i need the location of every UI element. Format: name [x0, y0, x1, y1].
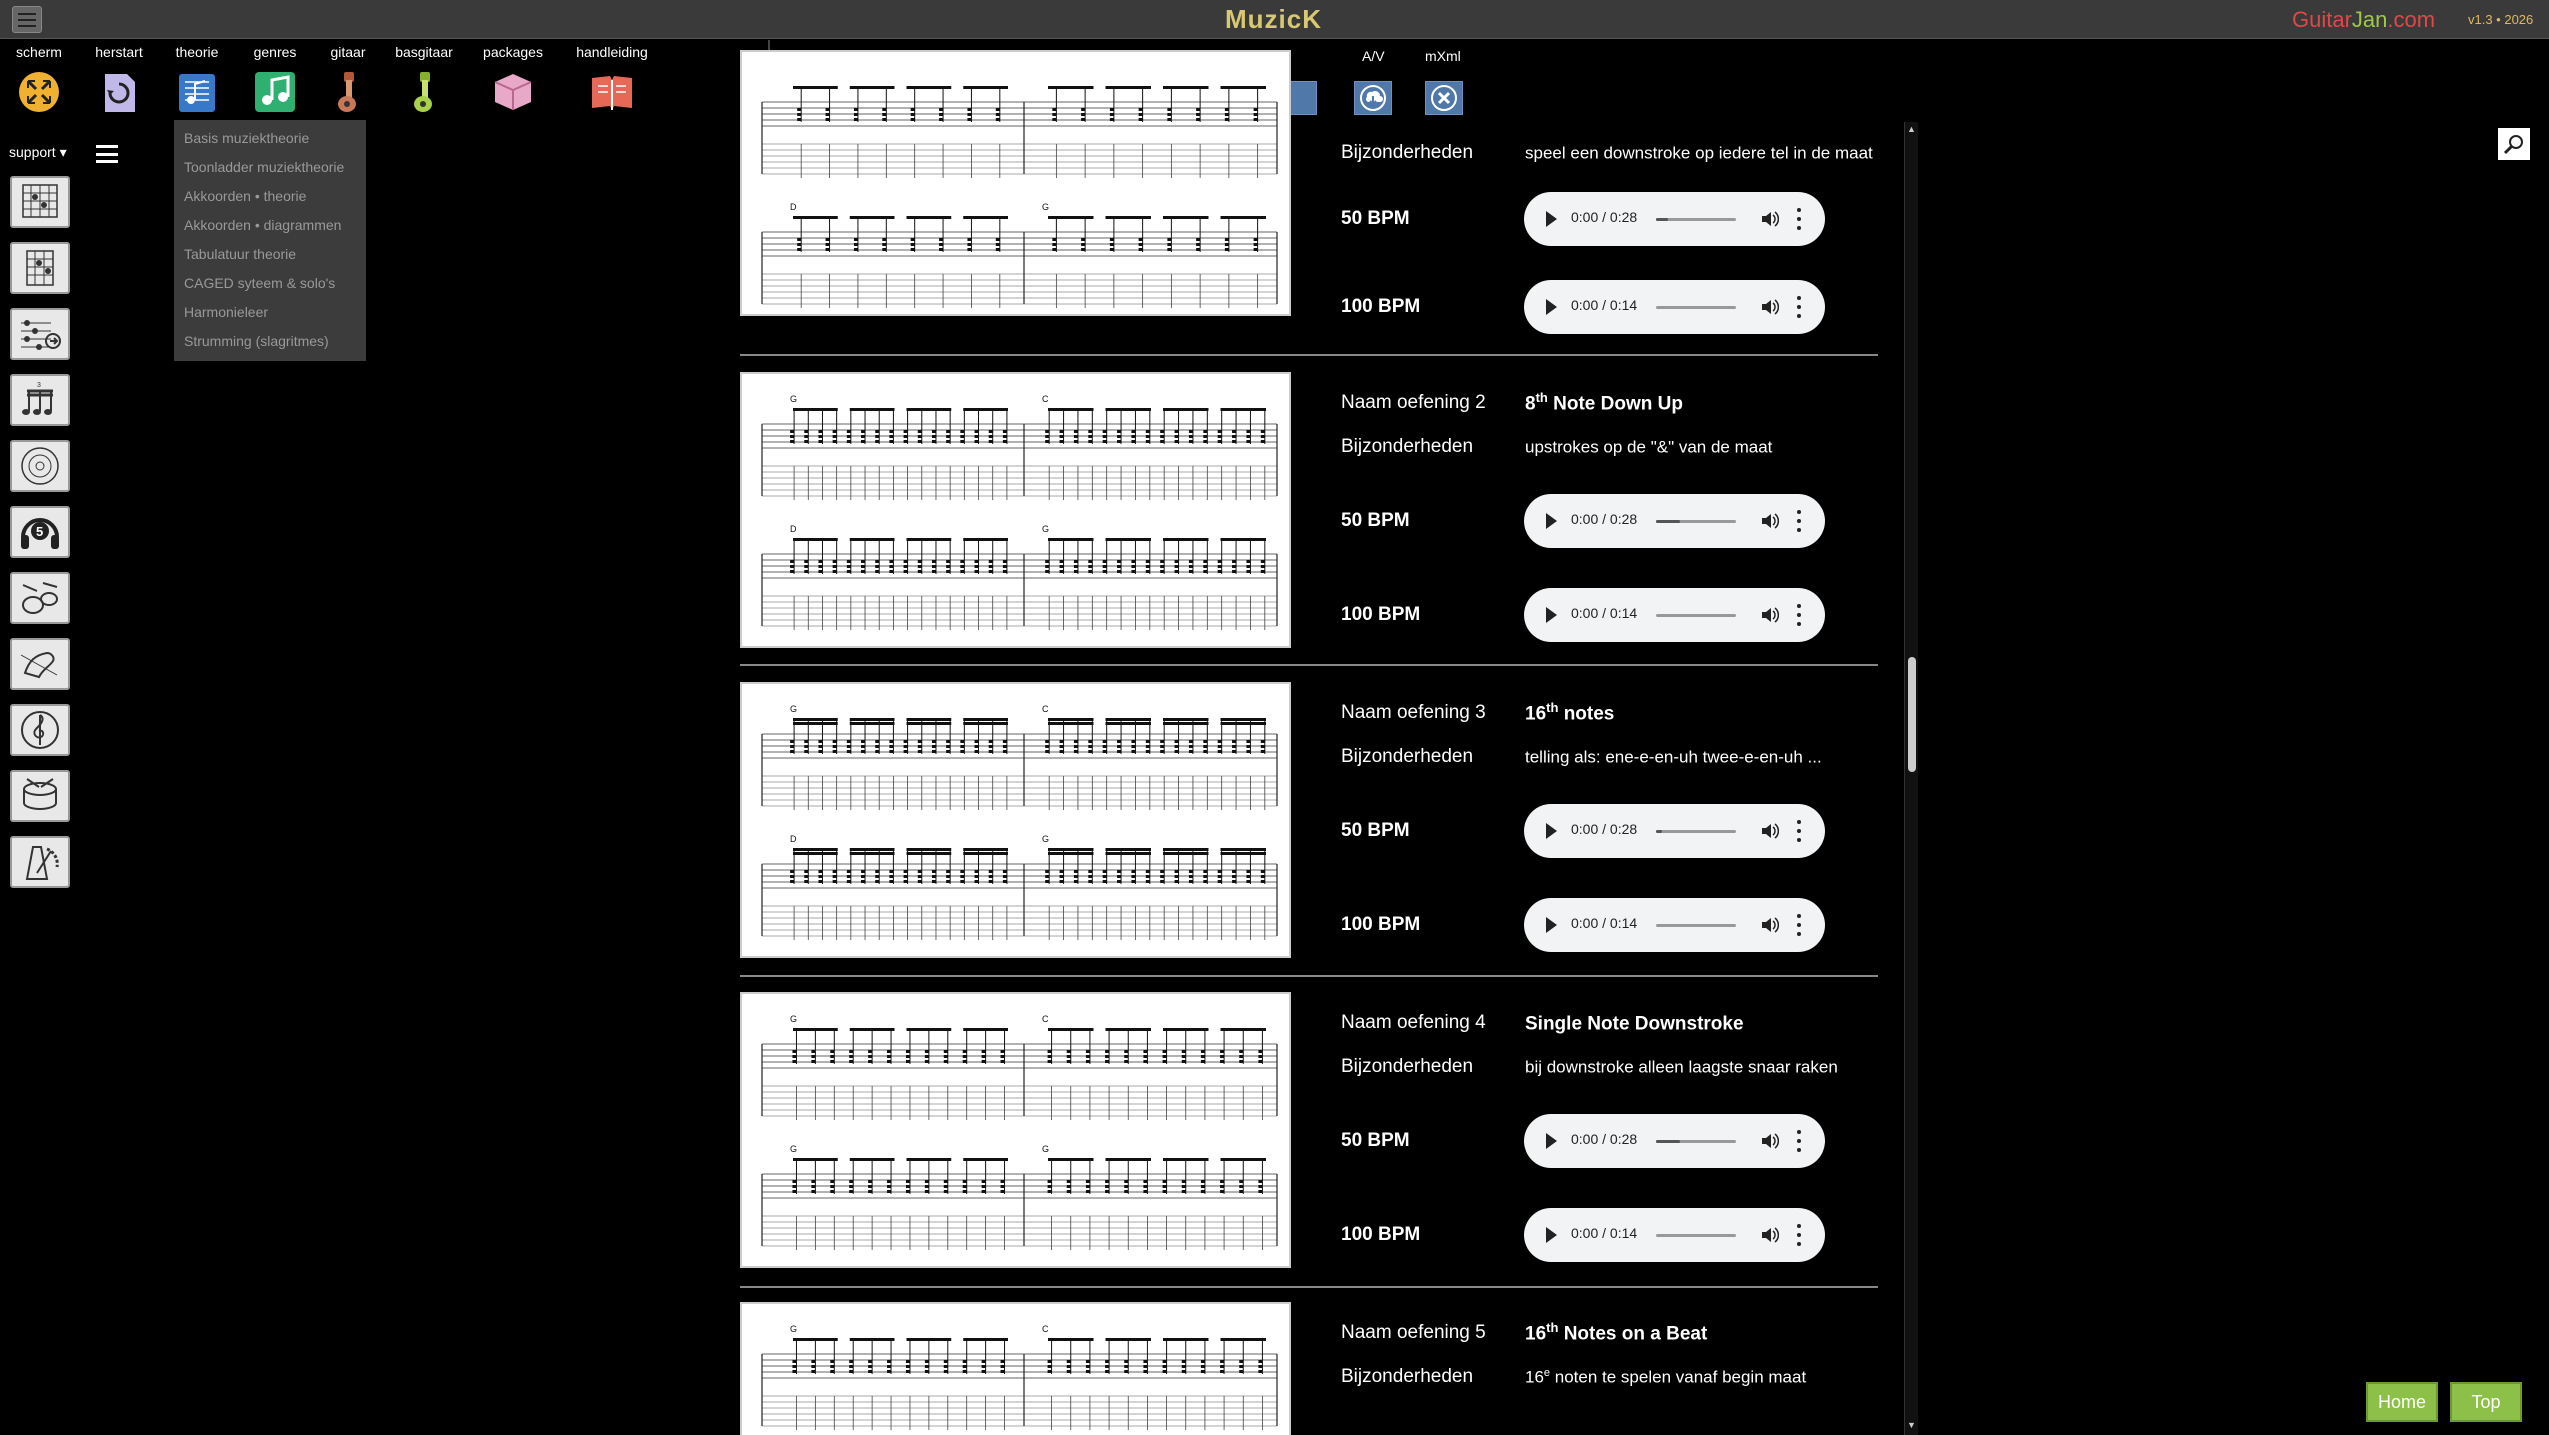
drum-kit-icon[interactable]: [10, 572, 70, 624]
exercise-number: 4: [1475, 1012, 1486, 1033]
exercise-row: [740, 1302, 1880, 1435]
chord-label: G: [790, 1144, 798, 1154]
audio-player-50-bpm[interactable]: [1524, 192, 1825, 246]
tool-theorie[interactable]: theorie: [166, 44, 228, 114]
audio-progress-slider[interactable]: [1656, 306, 1736, 309]
sheet-music-image: [740, 682, 1291, 958]
more-options-icon[interactable]: [1797, 510, 1801, 532]
staff-system: [762, 1324, 1277, 1430]
sidebar-menu-icon[interactable]: [96, 145, 118, 163]
restart-icon: [97, 70, 141, 114]
dropdown-item[interactable]: Tabulatuur theorie: [184, 246, 297, 262]
bpm-100-label: 100 BPM: [1341, 1224, 1421, 1245]
exercise-title: [1525, 390, 1683, 415]
exercise-details-rest: noten te spelen vanaf begin maat: [1550, 1367, 1807, 1387]
dropdown-item[interactable]: Harmonieleer: [184, 304, 269, 320]
exercise-details-label: Bijzonderheden: [1341, 746, 1474, 767]
exercise-title-main: 16: [1525, 1323, 1547, 1345]
chord-label: D: [790, 834, 797, 844]
guitar-icon: [326, 70, 370, 114]
exercise-title-main: 8: [1525, 393, 1536, 415]
exercise-title: [1525, 1320, 1707, 1345]
more-options-icon[interactable]: [1797, 208, 1801, 230]
cloud-download-icon: [1359, 84, 1387, 112]
svg-text:3: 3: [37, 382, 41, 389]
chord-label: G: [790, 1324, 798, 1334]
sheet-music-image: [740, 992, 1291, 1268]
exercise-details-main: 16: [1525, 1367, 1544, 1387]
audio-time: 0:00 / 0:28: [1571, 1131, 1638, 1147]
exercise-details-label: Bijzonderheden: [1341, 436, 1474, 457]
exercise-name-label: [1341, 1322, 1486, 1344]
volume-icon[interactable]: [1759, 915, 1779, 935]
staff-system: [762, 86, 1277, 178]
ear-training-icon[interactable]: [10, 506, 70, 558]
play-icon[interactable]: [1546, 823, 1557, 839]
rhythm-notes-icon[interactable]: [10, 374, 70, 426]
audio-player-100-bpm[interactable]: [1524, 280, 1825, 334]
audio-progress-slider[interactable]: [1656, 614, 1736, 617]
exercise-details-main: telling als: ene-e-en-uh twee-e-en-uh ...: [1525, 747, 1822, 767]
scrollbar-thumb[interactable]: [1908, 657, 1916, 772]
exercise-details-main: bij downstroke alleen laagste snaar raken: [1525, 1057, 1838, 1077]
tool-scherm[interactable]: scherm: [8, 44, 70, 114]
title-bar: [0, 0, 2549, 39]
staff-system: [762, 1144, 1277, 1250]
exercise-title-sup: th: [1546, 1320, 1559, 1335]
sheet-music-notation: [742, 994, 1289, 1266]
app-title: MuzicK: [1225, 4, 1322, 34]
dropdown-item[interactable]: Akkoorden • theorie: [184, 188, 307, 204]
exercise-details-sup: e: [1543, 1367, 1551, 1379]
audio-progress-fill: [1656, 218, 1668, 221]
exercise-divider: [740, 664, 1878, 666]
more-options-icon[interactable]: [1797, 296, 1801, 318]
volume-icon[interactable]: [1759, 605, 1779, 625]
staff-system: [762, 834, 1277, 940]
volume-icon[interactable]: [1759, 511, 1779, 531]
metronome-icon[interactable]: [10, 836, 70, 888]
tool-handleiding[interactable]: handleiding: [566, 44, 658, 114]
exercise-name-label: [1341, 392, 1486, 414]
more-options-icon[interactable]: [1797, 820, 1801, 842]
play-icon[interactable]: [1546, 211, 1557, 227]
sheet-music-notation: [742, 1304, 1289, 1435]
exercise-details-label: Bijzonderheden: [1341, 1366, 1474, 1387]
audio-progress-slider[interactable]: [1656, 1140, 1736, 1143]
audio-time: 0:00 / 0:28: [1571, 209, 1638, 225]
dropdown-item[interactable]: CAGED syteem & solo's: [184, 275, 336, 291]
chord-label: G: [790, 1014, 798, 1024]
mxml-close-button[interactable]: [1425, 81, 1463, 115]
chord-label: G: [1042, 202, 1050, 212]
audio-progress-slider[interactable]: [1656, 218, 1736, 221]
scale-pattern-icon[interactable]: [10, 308, 70, 360]
sheet-music-image: [740, 1302, 1291, 1435]
av-download-button[interactable]: [1354, 81, 1392, 115]
tool-genres[interactable]: genres: [244, 44, 306, 114]
exercise-title-main: Single Note Downstroke: [1525, 1013, 1744, 1035]
play-icon[interactable]: [1546, 607, 1557, 623]
exercise-row: [740, 372, 1880, 672]
exercise-details: [1525, 1057, 1838, 1078]
volume-icon[interactable]: [1759, 1225, 1779, 1245]
exercise-row: [740, 682, 1880, 982]
more-options-icon[interactable]: [1797, 914, 1801, 936]
sheet-music-image: [740, 50, 1291, 316]
more-options-icon[interactable]: [1797, 1224, 1801, 1246]
audio-time: 0:00 / 0:14: [1571, 297, 1638, 313]
search-button[interactable]: [2498, 128, 2530, 160]
chord-label: C: [1042, 1324, 1049, 1334]
chord-label: G: [1042, 834, 1050, 844]
exercise-number: 2: [1475, 392, 1486, 413]
exercise-details: [1525, 747, 1822, 768]
support-dropdown[interactable]: support ▾: [9, 144, 67, 160]
bass-guitar-icon: [402, 70, 446, 114]
tool-gitaar[interactable]: gitaar: [322, 44, 374, 114]
exercise-details: [1525, 437, 1772, 458]
play-icon[interactable]: [1546, 513, 1557, 529]
theory-icon: [175, 70, 219, 114]
audio-player-100-bpm[interactable]: [1524, 898, 1825, 952]
package-icon: [491, 70, 535, 114]
top-button[interactable]: Top: [2450, 1382, 2522, 1422]
dropdown-item[interactable]: Strumming (slagritmes): [184, 333, 329, 349]
volume-icon[interactable]: [1759, 821, 1779, 841]
exercise-name-text: Naam oefening: [1341, 1012, 1470, 1033]
exercise-title-rest: Note Down Up: [1547, 393, 1683, 415]
audio-progress-slider[interactable]: [1656, 830, 1736, 833]
exercise-divider: [740, 975, 1878, 977]
circle-of-fifths-icon[interactable]: [10, 440, 70, 492]
exercise-title-sup: th: [1546, 700, 1559, 715]
staff-system: [762, 202, 1277, 308]
audio-progress-fill: [1656, 1140, 1680, 1143]
theory-dropdown-menu: [174, 120, 366, 361]
chord-label: G: [790, 394, 798, 404]
volume-icon[interactable]: [1759, 209, 1779, 229]
tool-herstart[interactable]: herstart: [88, 44, 150, 114]
audio-progress-slider[interactable]: [1656, 1234, 1736, 1237]
bpm-50-label: 50 BPM: [1341, 208, 1410, 229]
exercise-name-text: Naam oefening: [1341, 392, 1470, 413]
close-icon: [1430, 84, 1458, 112]
exercise-divider: [740, 1286, 1878, 1288]
audio-progress-slider[interactable]: [1656, 924, 1736, 927]
audio-time: 0:00 / 0:14: [1571, 915, 1638, 931]
bpm-50-label: 50 BPM: [1341, 820, 1410, 841]
svg-text:5: 5: [36, 524, 44, 539]
chord-label: D: [790, 524, 797, 534]
chord-label: G: [1042, 524, 1050, 534]
audio-time: 0:00 / 0:14: [1571, 605, 1638, 621]
mxml-label: mXml: [1425, 48, 1461, 64]
version-label: v1.3 • 2026: [2468, 12, 2534, 27]
exercise-title: [1525, 700, 1614, 725]
audio-player-50-bpm[interactable]: [1524, 804, 1825, 858]
exercise-name-text: Naam oefening: [1341, 1322, 1470, 1343]
bpm-50-label: 50 BPM: [1341, 1130, 1410, 1151]
bpm-100-label: 100 BPM: [1341, 604, 1421, 625]
exercise-title-sup: th: [1535, 390, 1548, 405]
exercise-title-rest: notes: [1558, 703, 1615, 725]
exercise-name-label: [1341, 702, 1486, 724]
exercise-number: 3: [1475, 702, 1486, 723]
audio-progress-fill: [1656, 830, 1662, 833]
exercise-title: [1525, 1010, 1744, 1035]
staff-system: [762, 1014, 1277, 1120]
audio-time: 0:00 / 0:28: [1571, 511, 1638, 527]
genres-icon: [253, 70, 297, 114]
bpm-50-label: 50 BPM: [1341, 510, 1410, 531]
sheet-music-image: [740, 372, 1291, 648]
brand-logo[interactable]: GuitarJan.com: [2292, 7, 2436, 32]
fullscreen-icon: [17, 70, 61, 114]
exercise-number: 5: [1475, 1322, 1486, 1343]
exercise-details-main: speel een downstroke op iedere tel in de maat: [1525, 143, 1873, 163]
more-options-icon[interactable]: [1797, 1130, 1801, 1152]
snare-drum-icon[interactable]: [10, 770, 70, 822]
search-icon: [2502, 132, 2526, 156]
audio-player-50-bpm[interactable]: [1524, 1114, 1825, 1168]
bpm-100-label: 100 BPM: [1341, 914, 1421, 935]
sheet-music-notation: [742, 52, 1289, 324]
dropdown-item[interactable]: Toonladder muziektheorie: [184, 159, 345, 175]
chord-diagram-icon[interactable]: [10, 242, 70, 294]
audio-progress-fill: [1656, 520, 1680, 523]
exercise-details-label: Bijzonderheden: [1341, 142, 1474, 163]
manual-icon: [590, 70, 634, 114]
more-options-icon[interactable]: [1797, 604, 1801, 626]
exercise-title-main: 16: [1525, 703, 1547, 725]
staff-system: [762, 704, 1277, 810]
content-scrollbar[interactable]: [1904, 122, 1918, 1435]
sheet-music-notation: [742, 374, 1289, 646]
staff-system: [762, 394, 1277, 500]
tool-basgitaar[interactable]: basgitaar: [388, 44, 460, 114]
exercise-row: [740, 992, 1880, 1292]
volume-icon[interactable]: [1759, 1131, 1779, 1151]
audio-progress-slider[interactable]: [1656, 520, 1736, 523]
bpm-100-label: 100 BPM: [1341, 296, 1421, 317]
audio-player-50-bpm[interactable]: [1524, 494, 1825, 548]
chord-label: C: [1042, 394, 1049, 404]
chord-label: C: [1042, 1014, 1049, 1024]
av-label: A/V: [1362, 48, 1385, 64]
volume-icon[interactable]: [1759, 297, 1779, 317]
pitch-clef-icon[interactable]: [10, 704, 70, 756]
play-icon[interactable]: [1546, 1133, 1557, 1149]
exercise-details: [1525, 143, 1873, 164]
main-toolbar: [0, 40, 770, 122]
play-icon[interactable]: [1546, 1227, 1557, 1243]
exercise-details: [1525, 1367, 1806, 1388]
staff-system: [762, 524, 1277, 630]
exercise-title-rest: Notes on a Beat: [1558, 1323, 1708, 1345]
play-icon[interactable]: [1546, 299, 1557, 315]
audio-player-100-bpm[interactable]: [1524, 1208, 1825, 1262]
exercise-details-main: upstrokes op de "&" van de maat: [1525, 437, 1773, 457]
dropdown-item[interactable]: Basis muziektheorie: [184, 130, 310, 146]
play-icon[interactable]: [1546, 917, 1557, 933]
strumming-hand-icon[interactable]: [10, 638, 70, 690]
home-button[interactable]: Home: [2366, 1382, 2438, 1422]
chord-label: G: [790, 704, 798, 714]
tool-packages[interactable]: packages: [476, 44, 550, 114]
audio-time: 0:00 / 0:28: [1571, 821, 1638, 837]
dropdown-item[interactable]: Akkoorden • diagrammen: [184, 217, 342, 233]
exercise-name-text: Naam oefening: [1341, 702, 1470, 723]
exercise-details-label: Bijzonderheden: [1341, 1056, 1474, 1077]
audio-player-100-bpm[interactable]: [1524, 588, 1825, 642]
exercise-divider: [740, 354, 1878, 356]
main-menu-button[interactable]: [12, 6, 42, 33]
chord-label: D: [790, 202, 797, 212]
chord-label: C: [1042, 704, 1049, 714]
chord-grid-icon[interactable]: [10, 176, 70, 228]
chord-label: G: [1042, 1144, 1050, 1154]
audio-time: 0:00 / 0:14: [1571, 1225, 1638, 1241]
scroll-down-icon[interactable]: ▼: [1907, 1420, 1916, 1430]
sidebar-icon-list: [10, 176, 70, 902]
exercise-name-label: [1341, 1012, 1486, 1034]
scroll-up-icon[interactable]: ▲: [1907, 124, 1916, 134]
sheet-music-notation: [742, 684, 1289, 956]
